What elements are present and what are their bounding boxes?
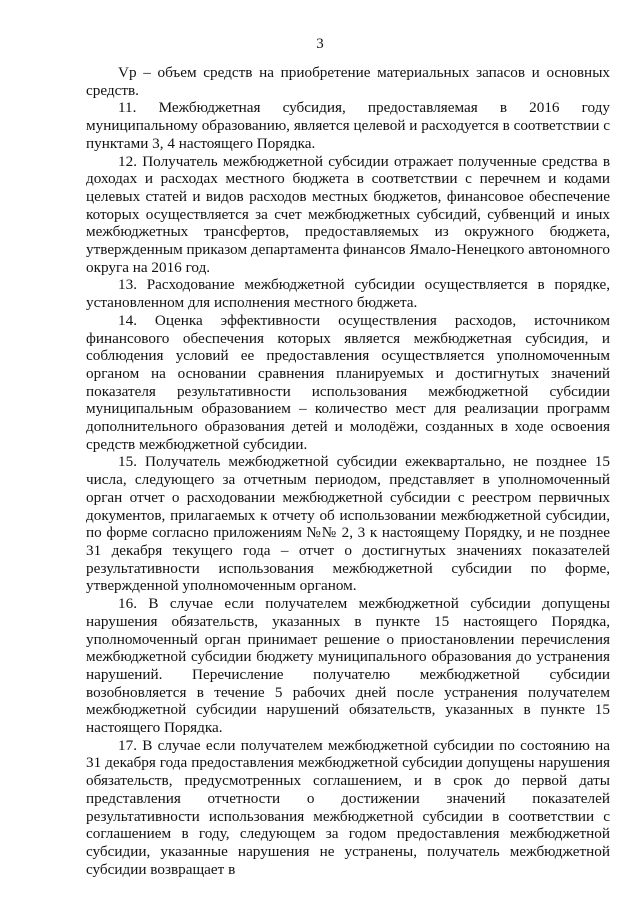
paragraph-14: 14. Оценка эффективности осуществления расходов, источником финансового обеспечения которых является межбюджетная субсидия, и соблюдения условий ее предоставления осуществляется уполномоченным органом на основании сравнения планируемых и достигнутых значений показателя результативности использования межбюджетной субсидии муниципальным образованием – количество мест для реализации программ дополнительного образования детей и молодёжи, созданных в ходе освоения средств межбюджетной субсидии. [86, 311, 610, 453]
page-number: 3 [316, 36, 324, 52]
paragraph-11: 11. Межбюджетная субсидия, предоставляемая в 2016 году муниципальному образованию, является целевой и расходуется в соответствии с пунктами 3, 4 настоящего Порядка. [86, 99, 610, 152]
paragraph-13: 13. Расходование межбюджетной субсидии осуществляется в порядке, установленном для исполнения местного бюджета. [86, 276, 610, 312]
paragraph-17: 17. В случае если получателем межбюджетной субсидии по состоянию на 31 декабря года предоставления межбюджетной субсидии допущены нарушения обязательств, предусмотренных соглашением, и в срок до первой даты представления отчетности о достижении значений показателей результативности использования межбюджетной субсидии в соответствии с соглашением в году, следующем за годом предоставления межбюджетной субсидии, указанные нарушения не устранены, получатель межбюджетной субсидии возвращает в [86, 736, 610, 878]
document-body [86, 64, 610, 878]
paragraph-15: 15. Получатель межбюджетной субсидии ежеквартально, не позднее 15 числа, следующего за отчетным периодом, представляет в уполномоченный орган отчет о расходовании межбюджетной субсидии с реестром первичных документов, прилагаемых к отчету об использовании межбюджетной субсидии, по форме согласно приложениям №№ 2, 3 к настоящему Порядку, и не позднее 31 декабря текущего года – отчет о достигнутых значениях показателей результативности использования межбюджетной субсидии по форме, утвержденной уполномоченным органом. [86, 453, 610, 595]
paragraph-12: 12. Получатель межбюджетной субсидии отражает полученные средства в доходах и расходах местного бюджета в соответствии с перечнем и кодами целевых статей и видов расходов местных бюджетов, финансовое обеспечение которых осуществляется за счет межбюджетных субсидий, субвенций и иных межбюджетных трансфертов, предоставляемых из окружного бюджета, утвержденным приказом департамента финансов Ямало-Ненецкого автономного округа на 2016 год. [86, 152, 610, 276]
paragraph-16: 16. В случае если получателем межбюджетной субсидии допущены нарушения обязательств, указанных в пункте 15 настоящего Порядка, уполномоченный орган принимает решение о приостановлении перечисления межбюджетной субсидии бюджету муниципального образования до устранения нарушений. Перечисление получателю межбюджетной субсидии возобновляется в течение 5 рабочих дней после устранения получателем межбюджетной субсидии нарушений обязательств, указанных в пункте 15 настоящего Порядка. [86, 595, 610, 737]
paragraph-vp-definition: Vp – объем средств на приобретение материальных запасов и основных средств. [86, 64, 610, 99]
